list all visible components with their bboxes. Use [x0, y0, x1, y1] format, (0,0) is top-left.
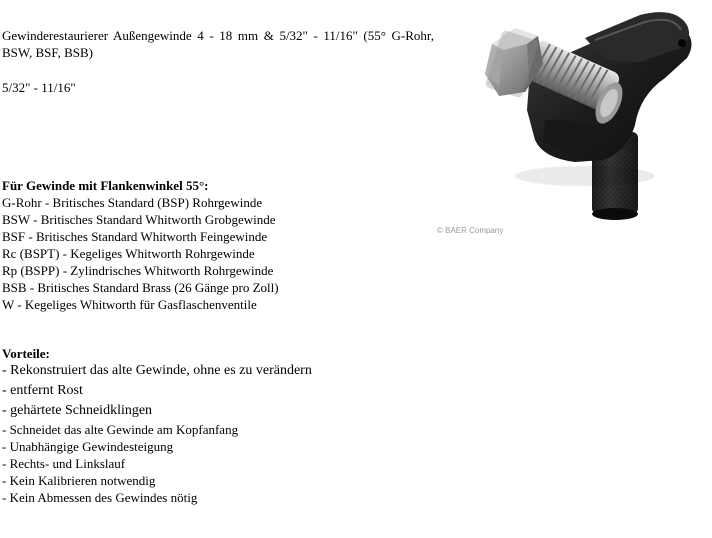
- flank-angle-heading: Für Gewinde mit Flankenwinkel 55°:: [2, 178, 209, 193]
- product-title: Gewinderestaurierer Außengewinde 4 - 18 mm & 5/32" - 11/16" (55° G-Rohr, BSW, BSF, BSB): [2, 28, 434, 60]
- advantage-item: - Schneidet das alte Gewinde am Kopfanfang: [2, 422, 239, 437]
- advantages-heading: Vorteile:: [2, 346, 50, 361]
- thread-type-list: [2, 194, 279, 313]
- advantage-item: - gehärtete Schneidklingen: [2, 403, 153, 418]
- advantage-item: - Kein Kalibrieren notwendig: [2, 473, 156, 488]
- image-copyright: © BAER Company: [437, 226, 504, 235]
- advantage-item: - Unabhängige Gewindesteigung: [2, 439, 174, 454]
- advantage-item: - Rekonstruiert das alte Gewinde, ohne es zu verändern: [2, 363, 312, 378]
- thread-type-item: Rp (BSPP) - Zylindrisches Whitworth Rohrgewinde: [2, 263, 274, 278]
- thread-restorer-tool-photo: [435, 0, 712, 240]
- thread-type-item: BSB - Britisches Standard Brass (26 Gänge pro Zoll): [2, 280, 279, 295]
- advantage-item: - Kein Abmessen des Gewindes nötig: [2, 490, 198, 505]
- thread-type-item: Rc (BSPT) - Kegeliges Whitworth Rohrgewinde: [2, 246, 255, 261]
- advantage-item: - entfernt Rost: [2, 383, 83, 398]
- thread-type-item: G-Rohr - Britisches Standard (BSP) Rohrgewinde: [2, 195, 263, 210]
- advantage-item: - Rechts- und Linkslauf: [2, 456, 126, 471]
- product-size-range: 5/32" - 11/16": [2, 80, 76, 95]
- advantages-list: [2, 361, 312, 506]
- thread-type-item: W - Kegeliges Whitworth für Gasflaschenventile: [2, 297, 257, 312]
- thread-type-item: BSF - Britisches Standard Whitworth Feingewinde: [2, 229, 268, 244]
- thread-type-item: BSW - Britisches Standard Whitworth Grobgewinde: [2, 212, 276, 227]
